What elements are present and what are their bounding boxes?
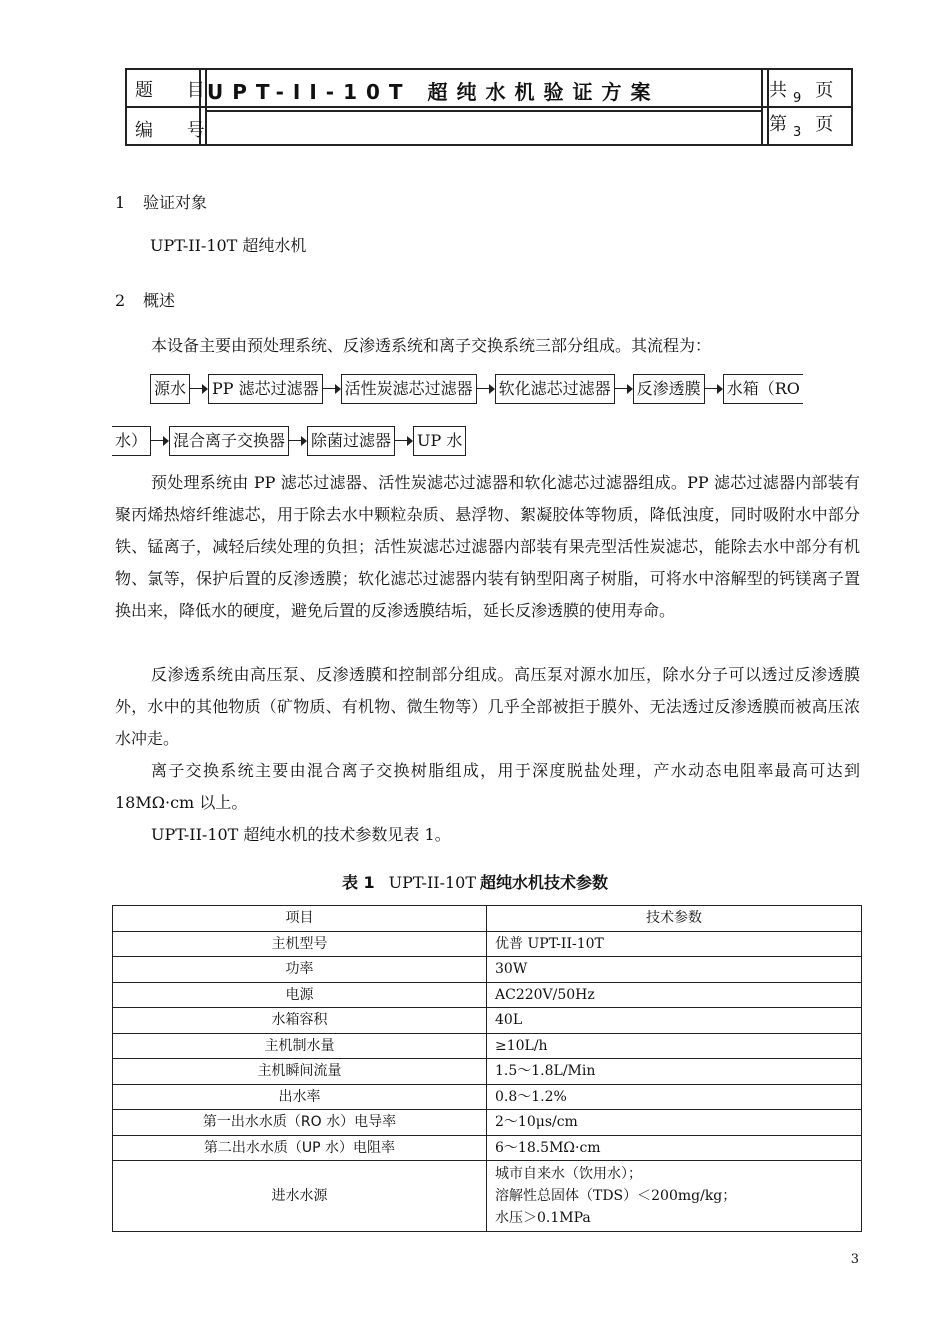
table-row: 水箱容积 40L [113,1008,862,1034]
flow-step-softener-filter: 软化滤芯过滤器 [495,374,615,404]
arrow-icon [151,435,169,447]
flow-step-pp-filter: PP 滤芯过滤器 [208,374,323,404]
table-row-water-source: 进水水源 城市自来水（饮用水）； 溶解性总固体（TDS）＜200mg/kg； 水压＞0.1MPa [113,1161,862,1232]
spec-table [112,905,862,1232]
flow-step-up-water: UP 水 [413,426,466,456]
table-row: 功率 30W [113,957,862,983]
table-row: 第一出水水质（RO 水）电导率 2～10μs/cm [113,1110,862,1136]
flow-step-carbon-filter: 活性炭滤芯过滤器 [341,374,477,404]
paragraph-pretreatment: 预处理系统由 PP 滤芯过滤器、活性炭滤芯过滤器和软化滤芯过滤器组成。PP 滤芯过滤器内部装有聚丙烯热熔纤维滤芯，用于除去水中颗粒杂质、悬浮物、絮凝胶体等物质，降低浊度，同时吸附水中部分铁、锰离子，减轻后续处理的负担；活性炭滤芯过滤器内部装有果壳型活性炭滤芯，能除去水中部分有机物、氯等，保护后置的反渗透膜；软化滤芯过滤器内装有钠型阳离子树脂，可将水中溶解型的钙镁离子置换出来，降低水的硬度，避免后置的反渗透膜结垢，延长反渗透膜的使用寿命。 [115,473,860,620]
paragraph-ro-system: 反渗透系统由高压泵、反渗透膜和控制部分组成。高压泵对源水加压，除水分子可以透过反渗透膜外，水中的其他物质（矿物质、有机物、微生物等）几乎全部被拒于膜外、无法透过反渗透膜而被高压浓水冲走。 [115,665,860,748]
table-caption: 表 1 UPT-II-10T 超纯水机技术参数 [341,873,609,892]
paragraph-ion-exchange: 离子交换系统主要由混合离子交换树脂组成，用于深度脱盐处理，产水动态电阻率最高可达到 18MΩ·cm 以上。 [115,761,860,812]
arrow-icon [395,435,413,447]
table-row: 出水率 0.8～1.2% [113,1084,862,1110]
table-row: 主机制水量 ≥10L/h [113,1033,862,1059]
total-pages: 共 9 页 [769,80,834,106]
arrow-icon [705,383,723,395]
section-2-intro: 本设备主要由预处理系统、反渗透系统和离子交换系统三部分组成。其流程为： [151,336,712,355]
flow-step-sterile-filter: 除菌过滤器 [307,426,395,456]
document-header [125,68,853,146]
number-label: 编 号 [135,120,219,141]
flow-step-tank-part2: 水） [112,426,151,456]
flow-step-tank-part1: 水箱（RO [723,374,803,404]
flow-step-mixed-bed: 混合离子交换器 [169,426,289,456]
table-header-row [113,906,862,932]
arrow-icon [323,383,341,395]
current-page: 第 3 页 [769,114,834,140]
process-flow-row-1 [150,374,803,404]
document-title: UPT-II-10T 超纯水机验证方案 [207,80,660,104]
table-row: 电源 AC220V/50Hz [113,982,862,1008]
arrow-icon [477,383,495,395]
table-row: 主机瞬间流量 1.5～1.8L/Min [113,1059,862,1085]
paragraph-table-ref: UPT-II-10T 超纯水机的技术参数见表 1。 [151,825,451,844]
source-line: 溶解性总固体（TDS）＜200mg/kg； [495,1188,737,1204]
section-1-body: UPT-II-10T 超纯水机 [150,236,307,255]
section-1-heading: 1 验证对象 [115,193,208,212]
section-2-heading: 2 概述 [115,291,176,310]
flow-step-ro-membrane: 反渗透膜 [633,374,705,404]
table-row: 第二出水水质（UP 水）电阻率 6～18.5MΩ·cm [113,1135,862,1161]
arrow-icon [615,383,633,395]
page-number: 3 [850,1252,859,1267]
flow-step-source-water: 源水 [150,374,190,404]
title-label: 题 目 [135,80,219,101]
arrow-icon [190,383,208,395]
column-header-spec: 技术参数 [487,906,862,932]
table-row: 主机型号 优普 UPT-II-10T [113,931,862,957]
process-flow-row-2 [112,426,466,456]
column-header-item: 项目 [113,906,487,932]
source-line: 水压＞0.1MPa [495,1210,591,1226]
arrow-icon [289,435,307,447]
source-line: 城市自来水（饮用水）； [495,1166,642,1182]
